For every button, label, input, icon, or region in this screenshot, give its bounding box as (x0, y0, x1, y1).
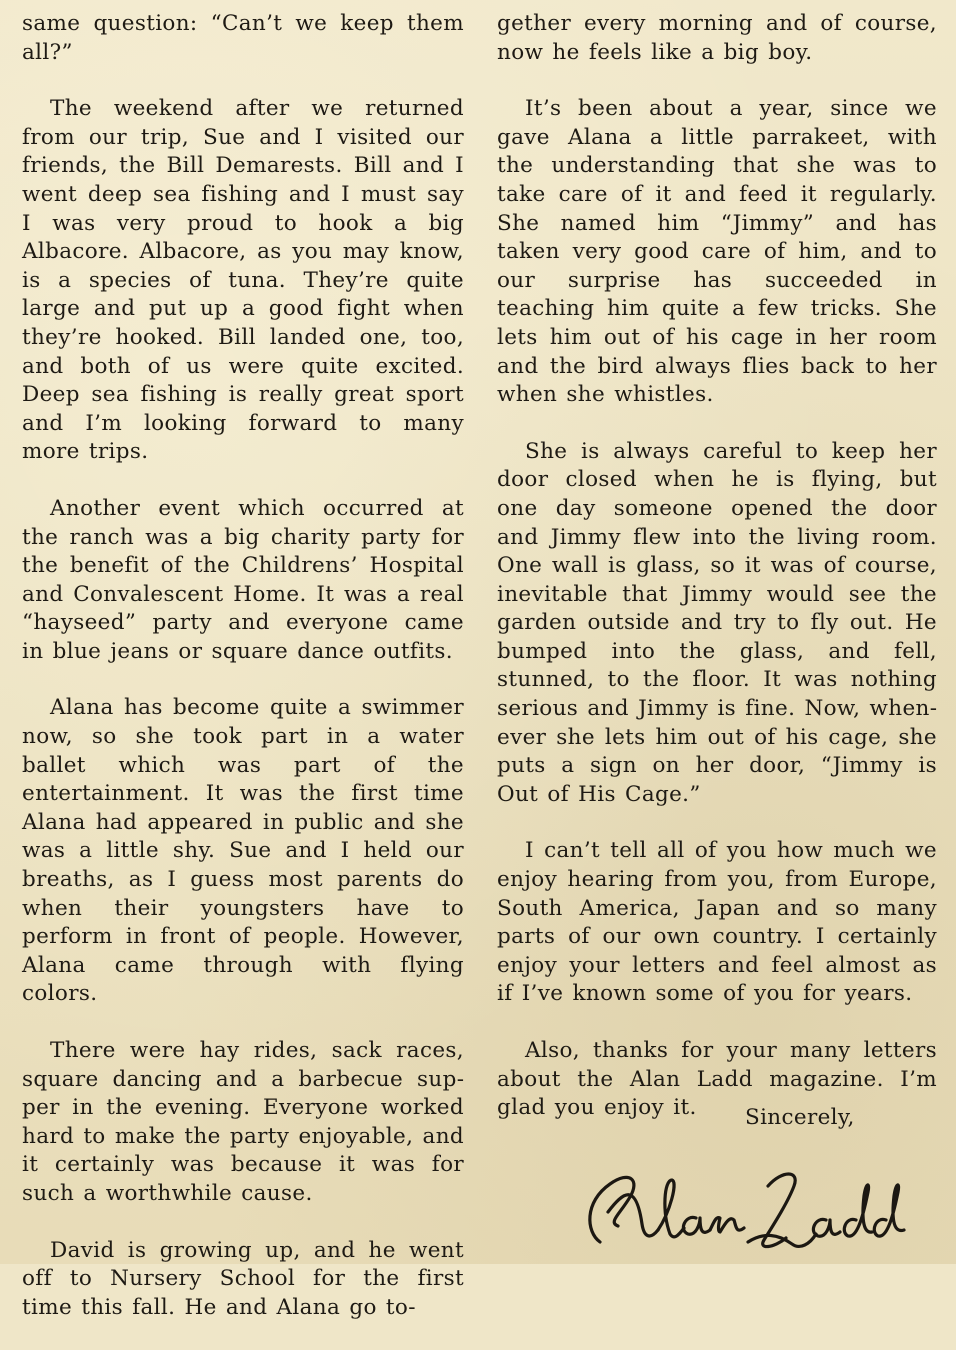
closing-salutation: Sincerely, (745, 1105, 855, 1130)
paragraph: I can’t tell all of you how much we enjoy hearing from you, from Europe, South America, Japan and so many parts of our own country. I certainly enjoy your letters and feel almost as if I’ve known some of you for years. (497, 838, 937, 1007)
signature-strokes (590, 1174, 904, 1247)
signature-stroke (683, 1217, 710, 1234)
signature-stroke (658, 1180, 684, 1237)
paragraph: gether every morning and of course, now he feels like a big boy. (497, 11, 937, 65)
signature-stroke (844, 1185, 872, 1236)
signature (578, 1152, 918, 1262)
paragraph: It’s been about a year, since we gave Alana a little parrakeet, with the understanding that she was to take care of it and feed it regularly. She named him “Jimmy” and has taken very good care of him, and to our surprise has succeeded in teaching him quite a few tricks. She lets him out of his cage in her room and the bird always flies back to her when she whistles. (497, 96, 937, 408)
paragraph: Another event which occurred at the ranch was a big charity party for the benefit of the Childrens’ Hospital and Convalescent Home. It was a real “hayseed” party and everyone came in blue jeans or square dance outfits. (22, 495, 464, 664)
paragraph: Also, thanks for your many letters about the Alan Ladd magazine. I’m glad you enjoy it. (497, 1038, 937, 1121)
paragraph: Alana has become quite a swimmer now, so she took part in a water ballet which was part of the entertainment. It was the first time Alana had appeared in public and she was a little shy. Sue and I held our breaths, as I guess most parents do when their youngsters have to perform in front of people. However, Alana came through with flying colors. (22, 695, 464, 1007)
signature-stroke (710, 1218, 744, 1232)
paragraph: The weekend after we returned from our trip, Sue and I visited our friends, the Bill Demarests. Bill and I went deep sea fishing and I must say I was very proud to hook a big Albacore. Albacore, as you may know, is a species of tuna. They’re quite large and put up a good fight when they’re hooked. Bill landed one, too, and both of us were quite excited. Deep sea fishing is really great sport and I’m looking forward to many more trips. (22, 96, 464, 465)
paragraph: same question: “Can’t we keep them all?” (22, 11, 464, 65)
right-column (497, 10, 937, 1151)
left-column (22, 10, 464, 1350)
paragraph: David is growing up, and he went off to Nursery School for the first time this fall. He and Alana go to- (22, 1237, 464, 1320)
signature-stroke (874, 1185, 904, 1236)
paragraph: There were hay rides, sack races, square dancing and a barbecue supper in the evening. Everyone worked hard to make the party enjoyable, and it certainly was because it was for such a worthwhile cause. (22, 1038, 464, 1206)
signature-stroke (590, 1177, 634, 1242)
paragraph: She is always careful to keep her door closed when he is flying, but one day someone opened the door and Jimmy flew into the living room. One wall is glass, so it was of course, inevitable that Jimmy would see the garden outside and try to fly out. He bumped into the glass, and fell, stunned, to the floor. It was nothing serious and Jimmy is fine. Now, whenever she lets him out of his cage, she puts a sign on her door, “Jimmy is Out of His Cage.” (497, 438, 937, 807)
